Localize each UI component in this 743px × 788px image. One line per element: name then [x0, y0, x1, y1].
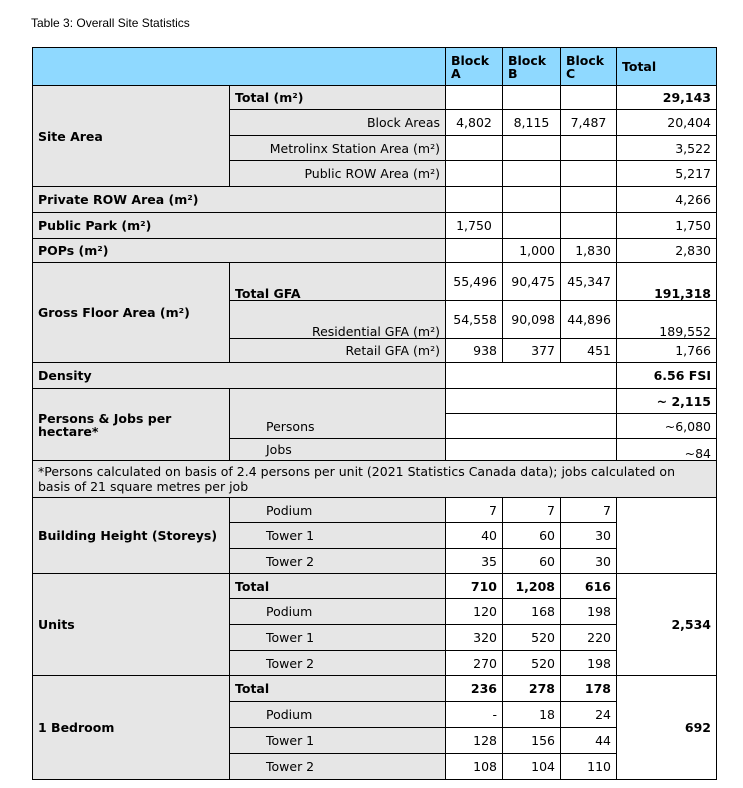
one-bed-total-a: 236 — [446, 676, 503, 702]
height-tower1-label: Tower 1 — [230, 523, 446, 549]
height-tower1-c: 30 — [561, 523, 617, 549]
metrolinx-label: Metrolinx Station Area (m²) — [230, 136, 446, 161]
gfa-res-c: 44,896 — [561, 301, 617, 339]
public-row-total: 5,217 — [617, 161, 717, 187]
public-row-label: Public ROW Area (m²) — [230, 161, 446, 187]
table-row — [33, 263, 717, 301]
units-tower1-b: 520 — [503, 625, 561, 651]
table-row — [33, 363, 717, 389]
table-row — [33, 389, 717, 414]
site-area-label: Site Area — [33, 86, 230, 187]
block-areas-b: 8,115 — [503, 110, 561, 136]
gfa-retail-label: Retail GFA (m²) — [230, 339, 446, 363]
header-blank — [33, 48, 446, 86]
header-block-b: Block B — [503, 48, 561, 86]
one-bed-tower2-c: 110 — [561, 754, 617, 780]
pops-total: 2,830 — [617, 239, 717, 263]
units-total-a: 710 — [446, 574, 503, 599]
gfa-retail-c: 451 — [561, 339, 617, 363]
units-total-label: Total — [230, 574, 446, 599]
private-row-total: 4,266 — [617, 187, 717, 213]
units-tower2-a: 270 — [446, 651, 503, 676]
pops-b: 1,000 — [503, 239, 561, 263]
density-label: Density — [33, 363, 446, 389]
table-row — [33, 498, 717, 523]
block-areas-label: Block Areas — [230, 110, 446, 136]
one-bed-tower2-label: Tower 2 — [230, 754, 446, 780]
gfa-retail-total: 1,766 — [617, 339, 717, 363]
jobs-label: Jobs — [230, 439, 446, 461]
one-bed-podium-a: - — [446, 702, 503, 728]
header-block-c: Block C — [561, 48, 617, 86]
block-areas-c: 7,487 — [561, 110, 617, 136]
one-bed-podium-label: Podium — [230, 702, 446, 728]
header-row — [33, 48, 717, 86]
pops-c: 1,830 — [561, 239, 617, 263]
gfa-retail-a: 938 — [446, 339, 503, 363]
one-bed-tower2-a: 108 — [446, 754, 503, 780]
units-podium-c: 198 — [561, 599, 617, 625]
one-bed-tower1-label: Tower 1 — [230, 728, 446, 754]
units-label: Units — [33, 574, 230, 676]
persons-total: ~6,080 — [617, 414, 717, 439]
table-row — [33, 239, 717, 263]
units-total-b: 1,208 — [503, 574, 561, 599]
gfa-total-label: Total GFA — [230, 263, 446, 301]
gfa-total-c: 45,347 — [561, 263, 617, 301]
height-tower2-label: Tower 2 — [230, 549, 446, 574]
site-statistics-table — [32, 47, 717, 780]
height-tower1-a: 40 — [446, 523, 503, 549]
gfa-res-b: 90,098 — [503, 301, 561, 339]
gfa-res-a: 54,558 — [446, 301, 503, 339]
public-park-a: 1,750 — [446, 213, 503, 239]
persons-jobs-label: Persons & Jobs per hectare* — [33, 389, 230, 461]
table-row — [33, 461, 717, 498]
height-podium-label: Podium — [230, 498, 446, 523]
height-tower2-b: 60 — [503, 549, 561, 574]
persons-label: Persons — [230, 389, 446, 439]
units-tower2-label: Tower 2 — [230, 651, 446, 676]
density-total: 6.56 FSI — [617, 363, 717, 389]
table-row — [33, 213, 717, 239]
one-bed-tower2-b: 104 — [503, 754, 561, 780]
table-row — [33, 86, 717, 110]
units-tower2-c: 198 — [561, 651, 617, 676]
table-row — [33, 187, 717, 213]
units-grand-total: 2,534 — [617, 574, 717, 676]
table-row — [33, 574, 717, 599]
height-podium-c: 7 — [561, 498, 617, 523]
one-bed-total-label: Total — [230, 676, 446, 702]
gfa-label: Gross Floor Area (m²) — [33, 263, 230, 363]
public-park-label: Public Park (m²) — [33, 213, 446, 239]
public-park-total: 1,750 — [617, 213, 717, 239]
units-total-c: 616 — [561, 574, 617, 599]
block-areas-total: 20,404 — [617, 110, 717, 136]
jobs-total: ~84 — [617, 439, 717, 461]
gfa-total-b: 90,475 — [503, 263, 561, 301]
one-bed-tower1-c: 44 — [561, 728, 617, 754]
one-bed-grand-total: 692 — [617, 676, 717, 780]
units-tower1-c: 220 — [561, 625, 617, 651]
gfa-res-total: 189,552 — [617, 301, 717, 339]
units-podium-a: 120 — [446, 599, 503, 625]
persons-jobs-total: ~ 2,115 — [617, 389, 717, 414]
units-tower1-a: 320 — [446, 625, 503, 651]
footnote: *Persons calculated on basis of 2.4 persons per unit (2021 Statistics Canada data); jobs calculated on basis of 21 square metres per job — [33, 461, 717, 498]
header-total: Total — [617, 48, 717, 86]
one-bed-total-c: 178 — [561, 676, 617, 702]
one-bed-total-b: 278 — [503, 676, 561, 702]
table-caption: Table 3: Overall Site Statistics — [31, 16, 190, 30]
gfa-retail-b: 377 — [503, 339, 561, 363]
height-podium-b: 7 — [503, 498, 561, 523]
gfa-total-a: 55,496 — [446, 263, 503, 301]
units-tower1-label: Tower 1 — [230, 625, 446, 651]
height-label: Building Height (Storeys) — [33, 498, 230, 574]
gfa-total-total: 191,318 — [617, 263, 717, 301]
height-podium-a: 7 — [446, 498, 503, 523]
units-tower2-b: 520 — [503, 651, 561, 676]
one-bed-podium-c: 24 — [561, 702, 617, 728]
height-tower2-a: 35 — [446, 549, 503, 574]
gfa-res-label: Residential GFA (m²) — [230, 301, 446, 339]
private-row-label: Private ROW Area (m²) — [33, 187, 446, 213]
height-tower2-c: 30 — [561, 549, 617, 574]
units-podium-b: 168 — [503, 599, 561, 625]
height-tower1-b: 60 — [503, 523, 561, 549]
table-row — [33, 676, 717, 702]
metrolinx-total: 3,522 — [617, 136, 717, 161]
units-podium-label: Podium — [230, 599, 446, 625]
site-area-total-label: Total (m²) — [230, 86, 446, 110]
one-bed-podium-b: 18 — [503, 702, 561, 728]
one-bed-tower1-b: 156 — [503, 728, 561, 754]
pops-label: POPs (m²) — [33, 239, 446, 263]
one-bed-label: 1 Bedroom — [33, 676, 230, 780]
density-empty — [446, 363, 617, 389]
one-bed-tower1-a: 128 — [446, 728, 503, 754]
header-block-a: Block A — [446, 48, 503, 86]
block-areas-a: 4,802 — [446, 110, 503, 136]
site-area-total: 29,143 — [617, 86, 717, 110]
